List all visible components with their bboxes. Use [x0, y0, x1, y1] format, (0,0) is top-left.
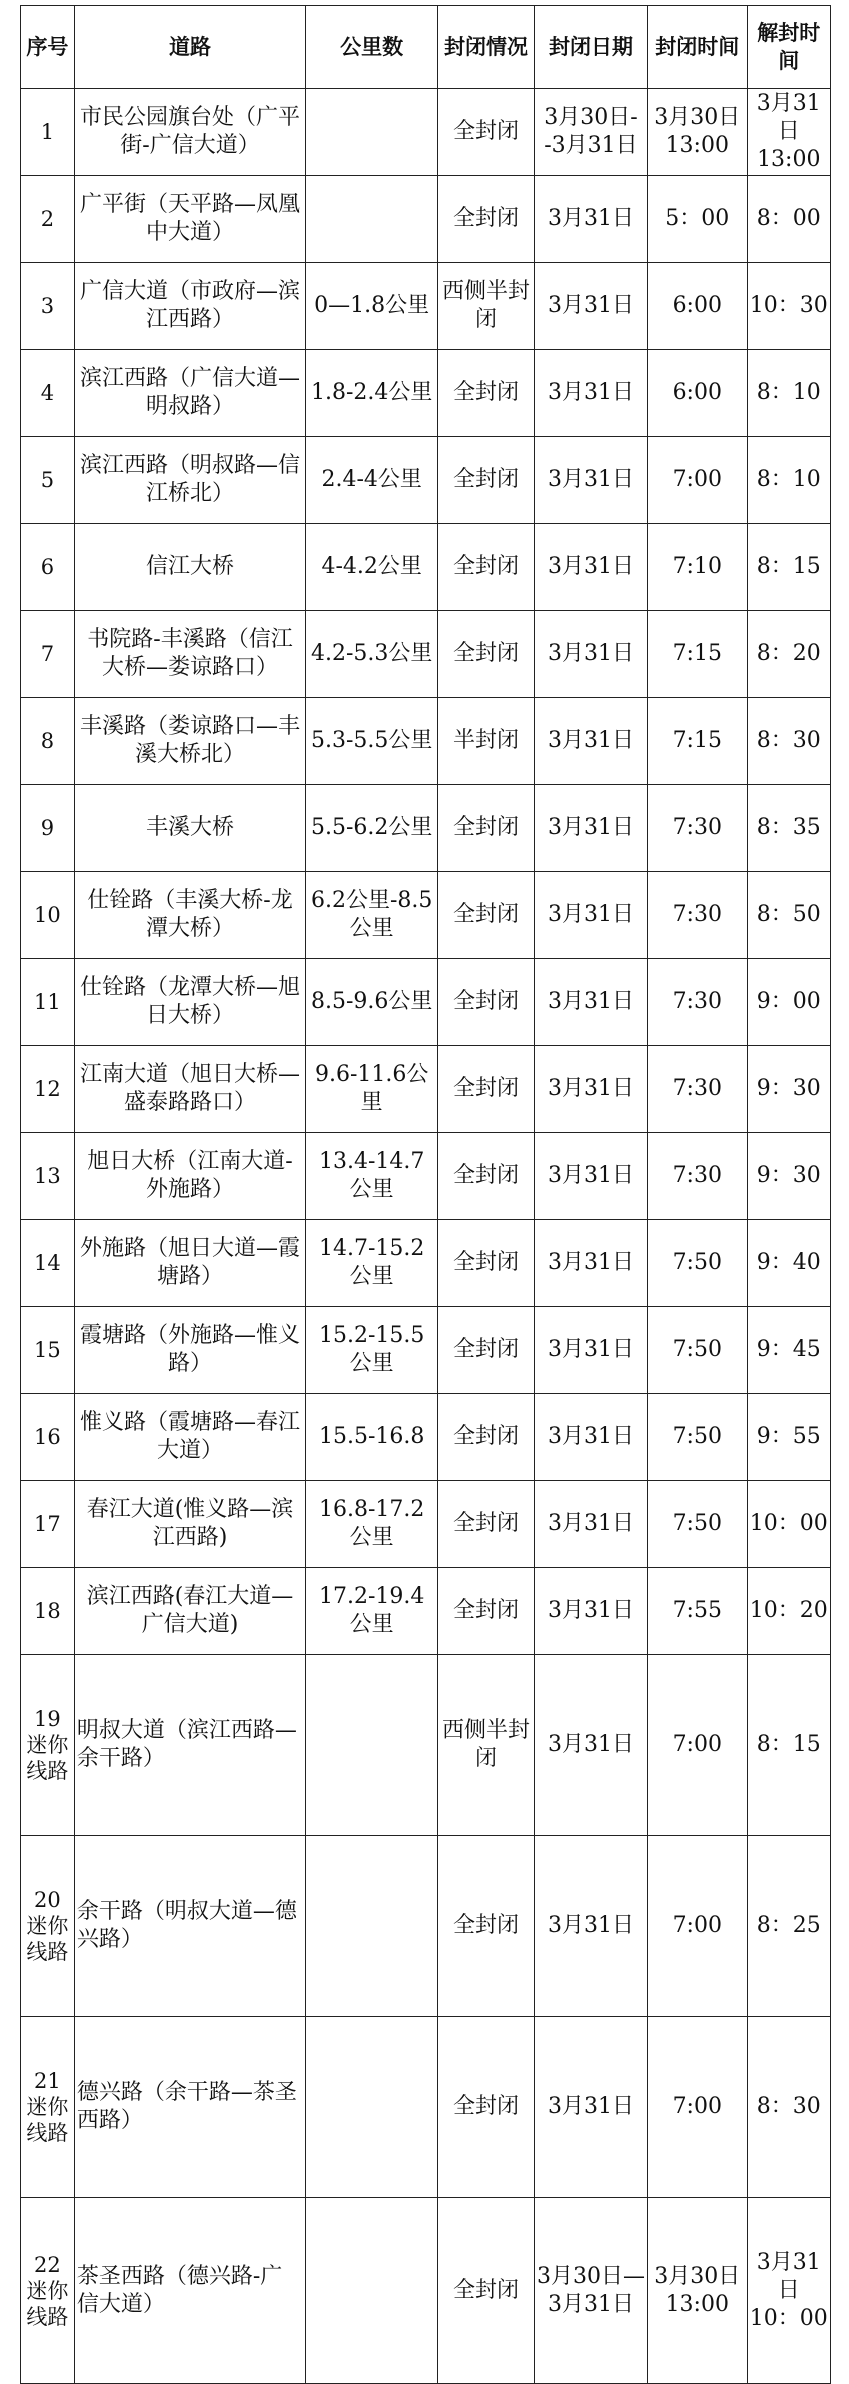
cell-seq: 21 迷你线路 — [21, 2017, 75, 2198]
table-row — [21, 350, 831, 437]
cell-closure: 全封闭 — [438, 785, 535, 872]
cell-seq: 2 — [21, 176, 75, 263]
table-row — [21, 176, 831, 263]
table-row — [21, 1836, 831, 2017]
table-row — [21, 437, 831, 524]
cell-km: 15.5-16.8 — [306, 1394, 438, 1481]
cell-closure: 全封闭 — [438, 1568, 535, 1655]
header-closure: 封闭情况 — [438, 6, 535, 89]
cell-closure: 全封闭 — [438, 1133, 535, 1220]
cell-closure: 全封闭 — [438, 872, 535, 959]
table-row — [21, 1394, 831, 1481]
cell-date: 3月31日 — [534, 263, 647, 350]
cell-km: 16.8-17.2公里 — [306, 1481, 438, 1568]
table-row — [21, 698, 831, 785]
cell-road: 江南大道（旭日大桥—盛泰路路口） — [74, 1046, 305, 1133]
header-row — [21, 6, 831, 89]
cell-seq: 17 — [21, 1481, 75, 1568]
cell-date: 3月31日 — [534, 1046, 647, 1133]
table-row — [21, 263, 831, 350]
cell-seq: 11 — [21, 959, 75, 1046]
table-row — [21, 785, 831, 872]
cell-date: 3月31日 — [534, 698, 647, 785]
cell-reopen: 8：10 — [747, 437, 830, 524]
cell-road: 广平街（天平路—凤凰中大道） — [74, 176, 305, 263]
cell-seq: 19 迷你线路 — [21, 1655, 75, 1836]
cell-closure: 全封闭 — [438, 1046, 535, 1133]
cell-km: 17.2-19.4公里 — [306, 1568, 438, 1655]
table-row — [21, 2017, 831, 2198]
cell-closure: 全封闭 — [438, 89, 535, 176]
table-row — [21, 1307, 831, 1394]
cell-closure: 全封闭 — [438, 1836, 535, 2017]
cell-road: 丰溪路（娄谅路口—丰溪大桥北） — [74, 698, 305, 785]
cell-date: 3月31日 — [534, 872, 647, 959]
cell-reopen: 10：20 — [747, 1568, 830, 1655]
cell-seq: 20 迷你线路 — [21, 1836, 75, 2017]
cell-closure: 全封闭 — [438, 437, 535, 524]
cell-closure: 全封闭 — [438, 524, 535, 611]
cell-road: 丰溪大桥 — [74, 785, 305, 872]
cell-seq: 8 — [21, 698, 75, 785]
table-row — [21, 1133, 831, 1220]
cell-seq: 7 — [21, 611, 75, 698]
cell-closure: 全封闭 — [438, 350, 535, 437]
cell-seq: 15 — [21, 1307, 75, 1394]
cell-reopen: 8：30 — [747, 2017, 830, 2198]
cell-time: 3月30日 13:00 — [647, 2198, 747, 2384]
cell-date: 3月31日 — [534, 1481, 647, 1568]
cell-seq: 9 — [21, 785, 75, 872]
cell-time: 7:00 — [647, 2017, 747, 2198]
cell-seq: 16 — [21, 1394, 75, 1481]
table-row — [21, 1568, 831, 1655]
cell-reopen: 9：30 — [747, 1133, 830, 1220]
cell-time: 7:00 — [647, 1655, 747, 1836]
cell-reopen: 9：55 — [747, 1394, 830, 1481]
cell-closure: 西侧半封闭 — [438, 1655, 535, 1836]
cell-time: 7:30 — [647, 959, 747, 1046]
cell-reopen: 10：00 — [747, 1481, 830, 1568]
cell-seq: 18 — [21, 1568, 75, 1655]
cell-time: 7:30 — [647, 1046, 747, 1133]
cell-seq: 1 — [21, 89, 75, 176]
cell-seq: 3 — [21, 263, 75, 350]
cell-time: 7:30 — [647, 1133, 747, 1220]
table-row — [21, 89, 831, 176]
cell-time: 7:30 — [647, 872, 747, 959]
cell-km: 8.5-9.6公里 — [306, 959, 438, 1046]
table-row — [21, 1481, 831, 1568]
cell-km: 9.6-11.6公里 — [306, 1046, 438, 1133]
cell-date: 3月31日 — [534, 1568, 647, 1655]
cell-road: 外施路（旭日大道—霞塘路） — [74, 1220, 305, 1307]
cell-road: 余干路（明叔大道—德兴路） — [74, 1836, 305, 2017]
cell-date: 3月31日 — [534, 1220, 647, 1307]
cell-road: 惟义路（霞塘路—春江大道） — [74, 1394, 305, 1481]
header-road: 道路 — [74, 6, 305, 89]
cell-seq: 5 — [21, 437, 75, 524]
cell-date: 3月31日 — [534, 959, 647, 1046]
cell-closure: 全封闭 — [438, 2017, 535, 2198]
table-row — [21, 1220, 831, 1307]
cell-road: 旭日大桥（江南大道-外施路） — [74, 1133, 305, 1220]
cell-road: 明叔大道（滨江西路—余干路） — [74, 1655, 305, 1836]
cell-reopen: 3月31日 10：00 — [747, 2198, 830, 2384]
cell-closure: 全封闭 — [438, 1307, 535, 1394]
cell-km — [306, 1655, 438, 1836]
header-km: 公里数 — [306, 6, 438, 89]
cell-time: 7:10 — [647, 524, 747, 611]
cell-time: 7:15 — [647, 698, 747, 785]
cell-km — [306, 1836, 438, 2017]
cell-time: 7:00 — [647, 1836, 747, 2017]
cell-seq: 4 — [21, 350, 75, 437]
cell-reopen: 8：10 — [747, 350, 830, 437]
cell-reopen: 8：25 — [747, 1836, 830, 2017]
cell-time: 6:00 — [647, 263, 747, 350]
cell-time: 7:55 — [647, 1568, 747, 1655]
cell-seq: 13 — [21, 1133, 75, 1220]
cell-km: 4.2-5.3公里 — [306, 611, 438, 698]
cell-time: 3月30日 13:00 — [647, 89, 747, 176]
cell-seq: 14 — [21, 1220, 75, 1307]
cell-km: 5.3-5.5公里 — [306, 698, 438, 785]
cell-km: 0—1.8公里 — [306, 263, 438, 350]
cell-closure: 全封闭 — [438, 959, 535, 1046]
cell-km — [306, 176, 438, 263]
cell-km — [306, 89, 438, 176]
cell-date: 3月30日— 3月31日 — [534, 2198, 647, 2384]
cell-road: 春江大道(惟义路—滨江西路) — [74, 1481, 305, 1568]
cell-date: 3月31日 — [534, 1133, 647, 1220]
cell-reopen: 8：15 — [747, 524, 830, 611]
cell-road: 广信大道（市政府—滨江西路） — [74, 263, 305, 350]
cell-reopen: 8：35 — [747, 785, 830, 872]
cell-time: 7:15 — [647, 611, 747, 698]
cell-closure: 全封闭 — [438, 1481, 535, 1568]
cell-closure: 全封闭 — [438, 176, 535, 263]
cell-road: 滨江西路（广信大道—明叔路） — [74, 350, 305, 437]
cell-road: 霞塘路（外施路—惟义路） — [74, 1307, 305, 1394]
table-row — [21, 959, 831, 1046]
cell-closure: 全封闭 — [438, 2198, 535, 2384]
cell-time: 5：00 — [647, 176, 747, 263]
road-closure-table — [20, 5, 831, 2384]
cell-date: 3月31日 — [534, 1836, 647, 2017]
cell-road: 德兴路（余干路—茶圣西路） — [74, 2017, 305, 2198]
cell-km — [306, 2017, 438, 2198]
cell-km: 6.2公里-8.5公里 — [306, 872, 438, 959]
cell-km — [306, 2198, 438, 2384]
cell-reopen: 8：00 — [747, 176, 830, 263]
cell-closure: 全封闭 — [438, 1220, 535, 1307]
table-row — [21, 2198, 831, 2384]
cell-road: 滨江西路（明叔路—信江桥北） — [74, 437, 305, 524]
cell-closure: 全封闭 — [438, 611, 535, 698]
cell-date: 3月31日 — [534, 1394, 647, 1481]
cell-date: 3月31日 — [534, 2017, 647, 2198]
header-seq: 序号 — [21, 6, 75, 89]
cell-date: 3月31日 — [534, 524, 647, 611]
cell-seq: 6 — [21, 524, 75, 611]
cell-date: 3月31日 — [534, 785, 647, 872]
cell-km: 13.4-14.7公里 — [306, 1133, 438, 1220]
table-row — [21, 524, 831, 611]
cell-time: 7:50 — [647, 1481, 747, 1568]
cell-date: 3月31日 — [534, 437, 647, 524]
cell-seq: 22 迷你线路 — [21, 2198, 75, 2384]
header-reopen: 解封时间 — [747, 6, 830, 89]
table-row — [21, 611, 831, 698]
cell-date: 3月31日 — [534, 176, 647, 263]
cell-date: 3月31日 — [534, 1307, 647, 1394]
cell-road: 书院路-丰溪路（信江大桥—娄谅路口） — [74, 611, 305, 698]
cell-km: 15.2-15.5公里 — [306, 1307, 438, 1394]
cell-road: 仕铨路（丰溪大桥-龙潭大桥） — [74, 872, 305, 959]
cell-road: 仕铨路（龙潭大桥—旭日大桥） — [74, 959, 305, 1046]
cell-seq: 10 — [21, 872, 75, 959]
table-row — [21, 872, 831, 959]
cell-km: 14.7-15.2公里 — [306, 1220, 438, 1307]
cell-reopen: 8：20 — [747, 611, 830, 698]
cell-km: 1.8-2.4公里 — [306, 350, 438, 437]
cell-closure: 半封闭 — [438, 698, 535, 785]
cell-reopen: 8：30 — [747, 698, 830, 785]
table-row — [21, 1046, 831, 1133]
cell-reopen: 8：50 — [747, 872, 830, 959]
cell-reopen: 8：15 — [747, 1655, 830, 1836]
cell-date: 3月31日 — [534, 350, 647, 437]
cell-time: 7:50 — [647, 1394, 747, 1481]
cell-closure: 全封闭 — [438, 1394, 535, 1481]
cell-reopen: 9：00 — [747, 959, 830, 1046]
cell-road: 市民公园旗台处（广平街-广信大道） — [74, 89, 305, 176]
cell-km: 4-4.2公里 — [306, 524, 438, 611]
cell-time: 7:50 — [647, 1220, 747, 1307]
cell-time: 7:00 — [647, 437, 747, 524]
cell-road: 滨江西路(春江大道—广信大道) — [74, 1568, 305, 1655]
header-date: 封闭日期 — [534, 6, 647, 89]
cell-reopen: 9：45 — [747, 1307, 830, 1394]
cell-date: 3月31日 — [534, 1655, 647, 1836]
header-time: 封闭时间 — [647, 6, 747, 89]
cell-time: 7:30 — [647, 785, 747, 872]
cell-date: 3月30日- -3月31日 — [534, 89, 647, 176]
cell-road: 茶圣西路（德兴路-广信大道） — [74, 2198, 305, 2384]
cell-closure: 西侧半封闭 — [438, 263, 535, 350]
cell-road: 信江大桥 — [74, 524, 305, 611]
cell-km: 5.5-6.2公里 — [306, 785, 438, 872]
table-body — [21, 89, 831, 2384]
cell-time: 7:50 — [647, 1307, 747, 1394]
cell-km: 2.4-4公里 — [306, 437, 438, 524]
cell-reopen: 10：30 — [747, 263, 830, 350]
cell-date: 3月31日 — [534, 611, 647, 698]
cell-seq: 12 — [21, 1046, 75, 1133]
cell-reopen: 3月31日 13:00 — [747, 89, 830, 176]
table-row — [21, 1655, 831, 1836]
cell-reopen: 9：40 — [747, 1220, 830, 1307]
cell-reopen: 9：30 — [747, 1046, 830, 1133]
cell-time: 6:00 — [647, 350, 747, 437]
